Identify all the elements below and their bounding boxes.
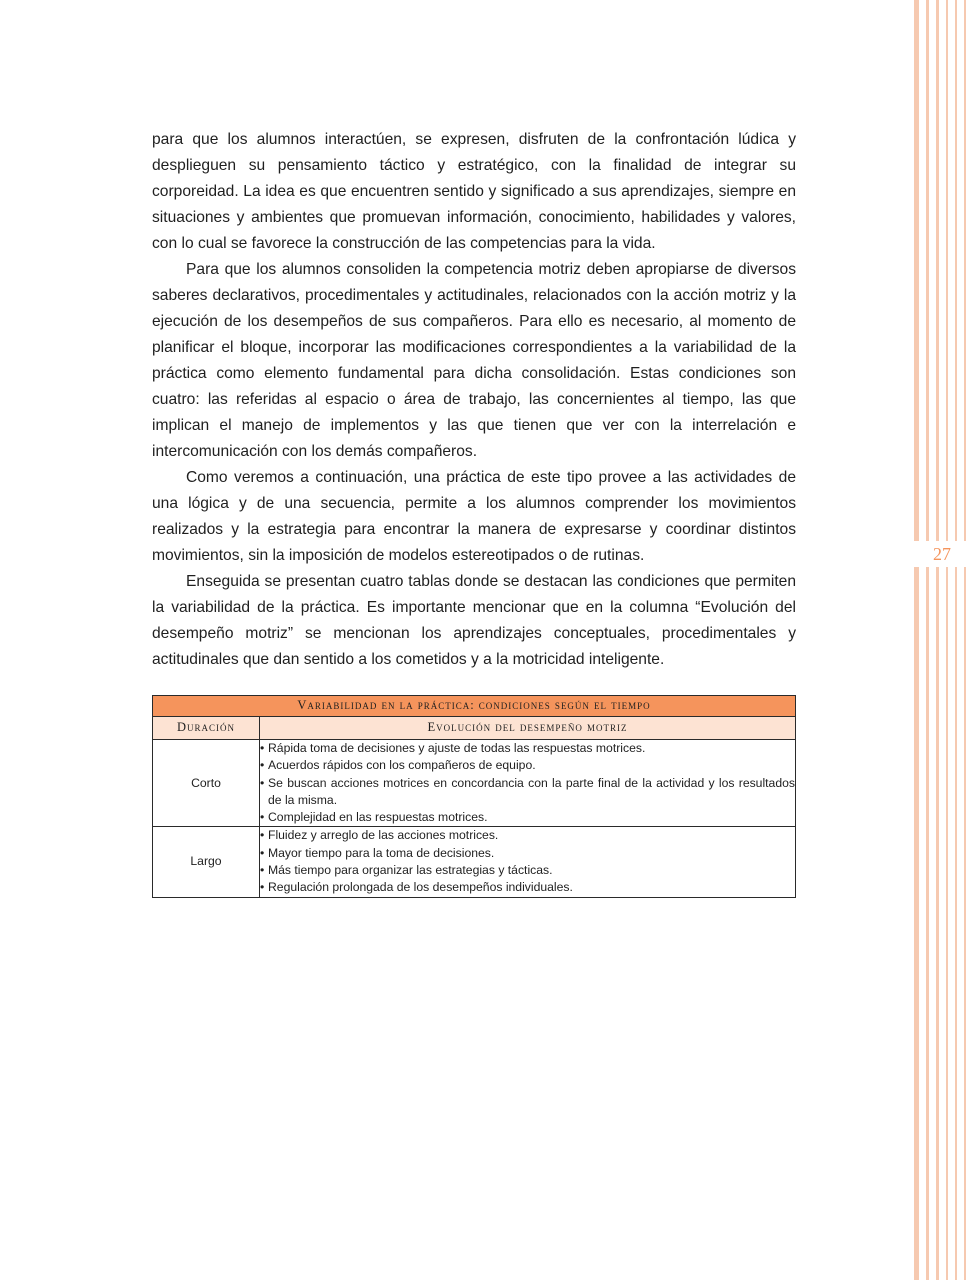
page-number: 27 <box>912 541 972 567</box>
margin-stripe <box>964 0 966 1280</box>
paragraph: Como veremos a continuación, una práctica de este tipo provee a las actividades de una lógica y de una secuencia, permite a los alumnos comprender los movimientos realizados y la estrategia para encontrar la manera de expresarse y coordinar distintos movimientos, sin la imposición de modelos estereotipados o de rutinas. <box>152 469 796 564</box>
table-row <box>153 827 796 897</box>
paragraph: para que los alumnos interactúen, se expresen, disfruten de la confrontación lúdica y desplieguen su pensamiento táctico y estratégico, con la finalidad de integrar su corporeidad. La idea es que encuentren sentido y significado a sus aprendizajes, siempre en situaciones y ambientes que promuevan información, conocimiento, habilidades y valores, con lo cual se favorece la construcción de las competencias para la vida. <box>152 131 796 252</box>
table-header-row <box>153 717 796 740</box>
duration-cell: Largo <box>153 827 260 897</box>
duration-cell: Corto <box>153 740 260 827</box>
evolution-cell <box>260 740 796 827</box>
margin-decorative-stripes <box>912 0 972 1280</box>
margin-stripe <box>914 0 919 1280</box>
list-item: • Rápida toma de decisiones y ajuste de todas las respuestas motrices. <box>260 740 795 757</box>
list-item: • Más tiempo para organizar las estrategias y tácticas. <box>260 862 795 879</box>
evolution-list <box>260 740 795 826</box>
evolution-list <box>260 827 795 896</box>
list-item: • Complejidad en las respuestas motrices. <box>260 809 795 826</box>
margin-stripe <box>946 0 948 1280</box>
table-row <box>153 740 796 827</box>
margin-stripe <box>955 0 957 1280</box>
column-header-evolution: Evolución del desempeño motriz <box>260 717 796 740</box>
list-item: • Acuerdos rápidos con los compañeros de equipo. <box>260 757 795 774</box>
paragraph: Enseguida se presentan cuatro tablas donde se destacan las condiciones que permiten la variabilidad de la práctica. Es importante mencionar que en la columna “Evolución del desempeño motriz” se mencionan los aprendizajes conceptuales, procedimentales y actitudinales que dan sentido a los cometidos y a la motricidad inteligente. <box>152 573 796 668</box>
table-caption: Variabilidad en la práctica: condiciones según el tiempo <box>153 696 796 717</box>
list-item: • Regulación prolongada de los desempeños individuales. <box>260 879 795 896</box>
list-item: • Se buscan acciones motrices en concordancia con la parte final de la actividad y los resultados de la misma. <box>260 775 795 810</box>
paragraph: Para que los alumnos consoliden la competencia motriz deben apropiarse de diversos saberes declarativos, procedimentales y actitudinales, relacionados con la acción motriz y la ejecución de los desempeños de sus compañeros. Para ello es necesario, al momento de planificar el bloque, incorporar las modificaciones correspondientes a la variabilidad de la práctica como elemento fundamental para dicha consolidación. Estas condiciones son cuatro: las referidas al espacio o área de trabajo, las concernientes al tiempo, las que implican el manejo de implementos y las que tienen que ver con la interrelación e intercomunicación con los demás compañeros. <box>152 261 796 460</box>
column-header-duration: Duración <box>153 717 260 740</box>
margin-stripe <box>936 0 939 1280</box>
list-item: • Fluidez y arreglo de las acciones motrices. <box>260 827 795 844</box>
evolution-cell <box>260 827 796 897</box>
list-item: • Mayor tiempo para la toma de decisiones. <box>260 845 795 862</box>
table-caption-row <box>153 696 796 717</box>
body-text <box>152 127 796 673</box>
time-conditions-table <box>152 695 796 898</box>
margin-stripe <box>926 0 929 1280</box>
